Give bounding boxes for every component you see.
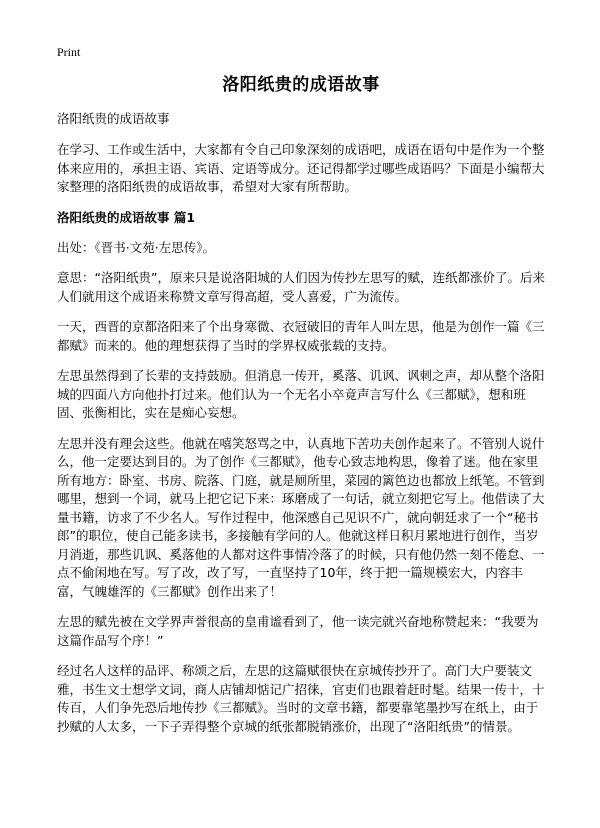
paragraph-meaning: 意思：“洛阳纸贵”，原来只是说洛阳城的人们因为传抄左思写的赋，连纸都涨价了。后来人们就用这个成语来称赞文章写得高超，受人喜爱，广为流传。 <box>57 270 545 304</box>
intro-paragraph: 在学习、工作或生活中，大家都有令自己印象深刻的成语吧，成语在语句中是作为一个整体来应用的，承担主语、宾语、定语等成分。还记得都学过哪些成语吗？下面是小编帮大家整理的洛阳纸贵的成语故事，希望对大家有所帮助。 <box>57 142 545 194</box>
paragraph-story-3: 左思并没有理会这些。他就在嘻笑怒骂之中，认真地下苦功夫创作起来了。不管别人说什么，他一定要达到目的。为了创作《三都赋》，他专心致志地构思，像着了迷。他在家里所有地方：卧室、书房、院落、门庭，就是厕所里，菜园的篱笆边也都放上纸笔。不管到哪里，想到一个词，就马上把它记下来：琢磨成了一句话，就立刻把它写上。他借读了大量书籍，访求了不少名人。写作过程中，他深感自己见识不广，就向朝廷求了一个“秘书郎”的职位，使自己能多读书，多接触有学问的人。他就这样日积月累地进行创作，当岁月消逝，那些讥讽、奚落他的人都对这件事情冷落了的时候，只有他仍然一刻不倦怠、一点不偷闲地在写。写了改，改了写，一直坚持了10年，终于把一篇规模宏大，内容丰富，气魄雄浑的《三都赋》创作出来了！ <box>57 435 545 599</box>
paragraph-story-5: 经过名人这样的品评、称颂之后，左思的这篇赋很快在京城传抄开了。高门大户要装文雅，书生文士想学文词，商人店铺却惦记广招徕，官吏们也跟着赶时髦。结果一传十，十传百，人们争先恐后地传抄《三都赋》。当时的文章书籍，都要靠笔墨抄写在纸上，由于抄赋的人太多，一下子弄得整个京城的纸张都脱销涨价，出现了“洛阳纸贵”的情景。 <box>57 663 545 734</box>
document-body <box>57 74 545 748</box>
document-subtitle: 洛阳纸贵的成语故事 <box>57 111 170 126</box>
paragraph-story-1: 一天，西晋的京都洛阳来了个出身寒微、衣冠破旧的青年人叫左思，他是为创作一篇《三都赋》而来的。他的理想获得了当时的学界权威张载的支持。 <box>57 319 545 353</box>
paragraph-story-4: 左思的赋先被在文学界声誉很高的皇甫谧看到了，他一读完就兴奋地称赞起来：“我要为这篇作品写个序！” <box>57 614 539 648</box>
paragraph-source: 出处：《晋书·文苑·左思传》。 <box>57 239 215 255</box>
paragraph-story-2: 左思虽然得到了长辈的支持鼓励。但消息一传开，奚落、讥讽、讽刺之声，却从整个洛阳城的四面八方向他扑打过来。他们认为一个无名小卒竟声言写什么《三都赋》，想和班固、张衡相比，实在是痴心妄想。 <box>57 368 545 420</box>
print-link[interactable]: Print <box>57 45 81 59</box>
section-heading: 洛阳纸贵的成语故事 篇1 <box>57 209 196 225</box>
document-title: 洛阳纸贵的成语故事 <box>222 75 380 95</box>
